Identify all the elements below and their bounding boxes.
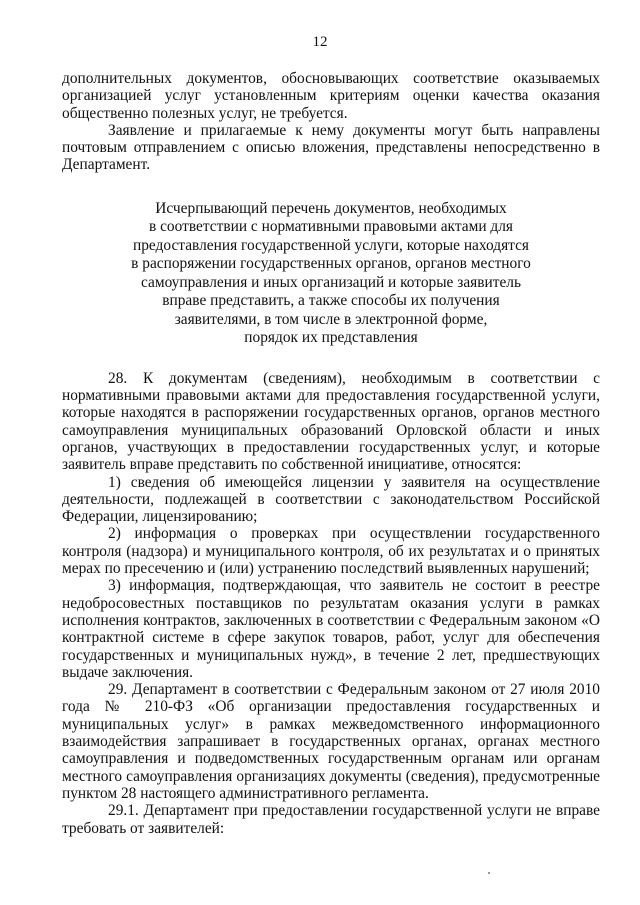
paragraph-submission: Заявление и прилагаемые к нему документы могут быть направлены почтовым отправлением с описью вложения, представлены непосредственно в Департамент. bbox=[62, 121, 600, 174]
paragraph-continuation: дополнительных документов, обосновывающих соответствие оказываемых организацией услуг установленным критериям оценки качества оказания общественно полезных услуг, не требуется. bbox=[62, 70, 600, 122]
paragraph-29: 29. Департамент в соответствии с Федеральным законом от 27 июля 2010 года № 210-ФЗ «Об организации предоставления государственных и муниципальных услуг» в рамках межведомственного информационного взаимодействия запрашивает в государственных органах, органах местного самоуправления и подведомственных государственным органам или органам местного самоуправления организациях документы (сведения), предусмотренные пунктом 28 настоящего административного регламента. bbox=[62, 681, 600, 802]
list-item-3: 3) информация, подтверждающая, что заявитель не состоит в реестре недобросовестных поставщиков по результатам оказания услуги в рамках исполнения контрактов, заключенных в соответствии с Федеральным законом «О контрактной системе в сфере закупок товаров, работ, услуг для обеспечения государственных и муниципальных нужд», в течение 2 лет, предшествующих выдаче заключения. bbox=[62, 577, 600, 681]
heading-line: в соответствии с нормативными правовыми актами для bbox=[148, 218, 513, 236]
heading-line: Исчерпывающий перечень документов, необходимых bbox=[155, 199, 507, 217]
page-number: 12 bbox=[312, 34, 328, 50]
document-body bbox=[62, 70, 600, 837]
heading-line: вправе представить, а также способы их получения bbox=[162, 292, 500, 310]
heading-line: заявителями, в том числе в электронной форме, bbox=[174, 310, 488, 328]
heading-line: самоуправления и иных организаций и которые заявитель bbox=[140, 273, 521, 291]
section-heading bbox=[102, 200, 560, 348]
heading-line: предоставления государственной услуги, которые находятся bbox=[133, 236, 529, 254]
heading-line: в распоряжении государственных органов, органов местного bbox=[131, 255, 531, 273]
paragraph-29-1: 29.1. Департамент при предоставлении государственной услуги не вправе требовать от заявителей: bbox=[62, 802, 600, 837]
list-item-1: 1) сведения об имеющейся лицензии у заявителя на осуществление деятельности, подлежащей в соответствии с законодательством Российской Федерации, лицензированию; bbox=[62, 473, 600, 526]
heading-line: порядок их представления bbox=[244, 329, 418, 347]
scan-speck bbox=[488, 872, 490, 874]
paragraph-28: 28. К документам (сведениям), необходимым в соответствии с нормативными правовыми актами для предоставления государственной услуги, которые находятся в распоряжении государственных органов, органов местного самоуправления муниципальных образований Орловской области и иных органов, участвующих в предоставлении государственных услуг, и которые заявитель вправе представить по собственной инициативе, относятся: bbox=[62, 369, 600, 474]
list-item-2: 2) информация о проверках при осуществлении государственного контроля (надзора) и муниципального контроля, об их результатах и о принятых мерах по пресечению и (или) устранению последствий выявленных нарушений; bbox=[62, 525, 600, 578]
